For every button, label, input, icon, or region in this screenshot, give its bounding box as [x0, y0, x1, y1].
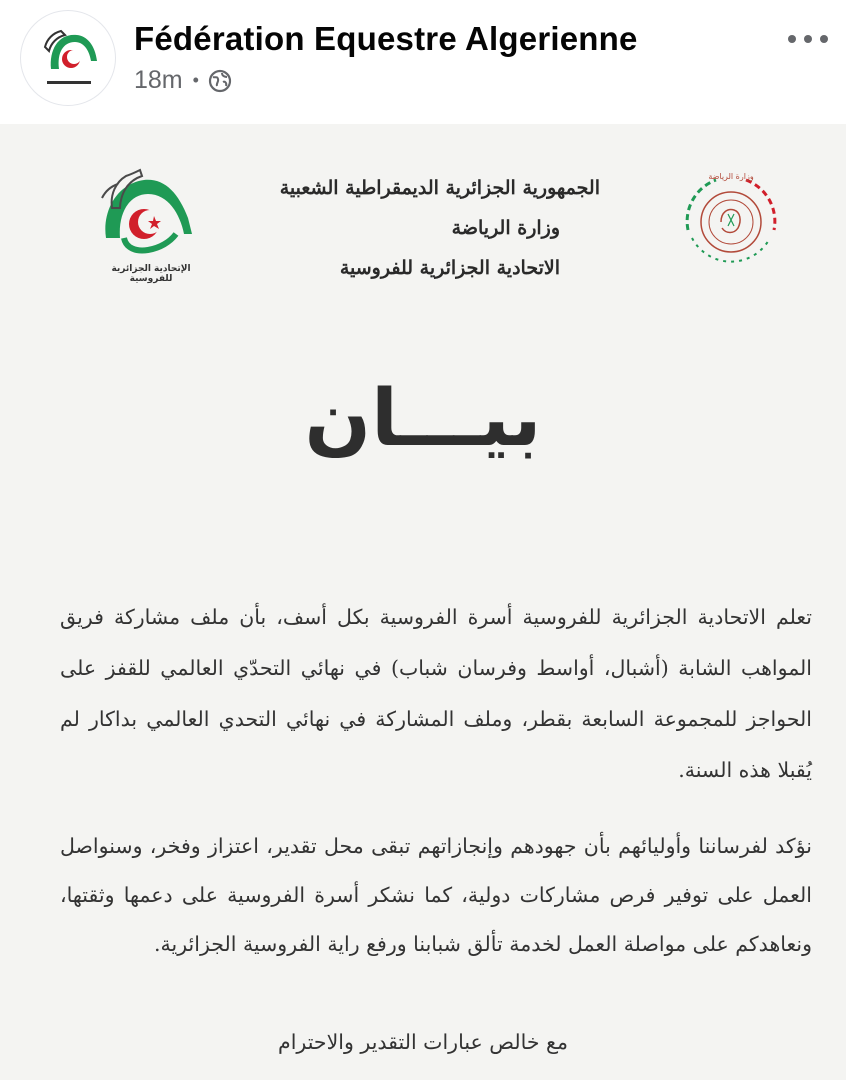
- page-name-link[interactable]: Fédération Equestre Algerienne: [134, 20, 638, 57]
- letterhead-federation: الاتحادية الجزائرية للفروسية: [339, 257, 560, 279]
- logo-caption: الإتحادية الجزائرية للفروسية: [111, 264, 191, 284]
- more-options-button[interactable]: [788, 26, 828, 52]
- closing-line: مع خالص عبارات التقدير والاحترام: [278, 1030, 568, 1054]
- post-meta: [134, 66, 232, 95]
- federation-logo-icon: [21, 11, 116, 106]
- announcement-paragraph-2: نؤكد لفرساننا وأوليائهم بأن جهودهم وإنجازاتهم تبقى محل تقدير، اعتزاز وفخر، وسنواصل العمل على توفير فرص مشاركات دولية، كما نشكر أسرة الفروسية على دعمها وثقتها، ونعاهدكم على مواصلة العمل لخدمة تألق شبابنا ورفع راية الفروسية الجزائرية.: [60, 834, 812, 956]
- meta-separator: •: [192, 70, 199, 90]
- horse-emblem-icon: [96, 168, 206, 258]
- page-avatar[interactable]: [20, 10, 116, 106]
- more-dot: [788, 35, 796, 43]
- announcement-paragraph-1: تعلم الاتحادية الجزائرية للفروسية أسرة الفروسية بكل أسف، بأن ملف مشاركة فريق المواهب الشابة (أشبال، أواسط وفرسان شباب) في نهائي التحدّي العالمي للقفز على الحواجز للمجموعة السابعة بقطر، وملف المشاركة في نهائي التحدي العالمي بداكار لم يُقبلا هذه السنة.: [60, 605, 812, 782]
- letterhead: [230, 168, 630, 288]
- post-image-document[interactable]: [0, 124, 846, 1080]
- letterhead-ministry: وزارة الرياضة: [451, 217, 560, 239]
- post-header: [0, 0, 846, 120]
- document-title: بيـــان: [304, 374, 542, 464]
- globe-icon[interactable]: [208, 69, 232, 93]
- more-dot: [804, 35, 812, 43]
- ministry-seal: [676, 164, 786, 274]
- post-timestamp[interactable]: 18m: [134, 66, 183, 94]
- seal-caption: وزارة الرياضة: [708, 172, 754, 181]
- more-dot: [820, 35, 828, 43]
- letterhead-republic: الجمهورية الجزائرية الديمقراطية الشعبية: [279, 177, 600, 199]
- federation-logo: [96, 168, 206, 284]
